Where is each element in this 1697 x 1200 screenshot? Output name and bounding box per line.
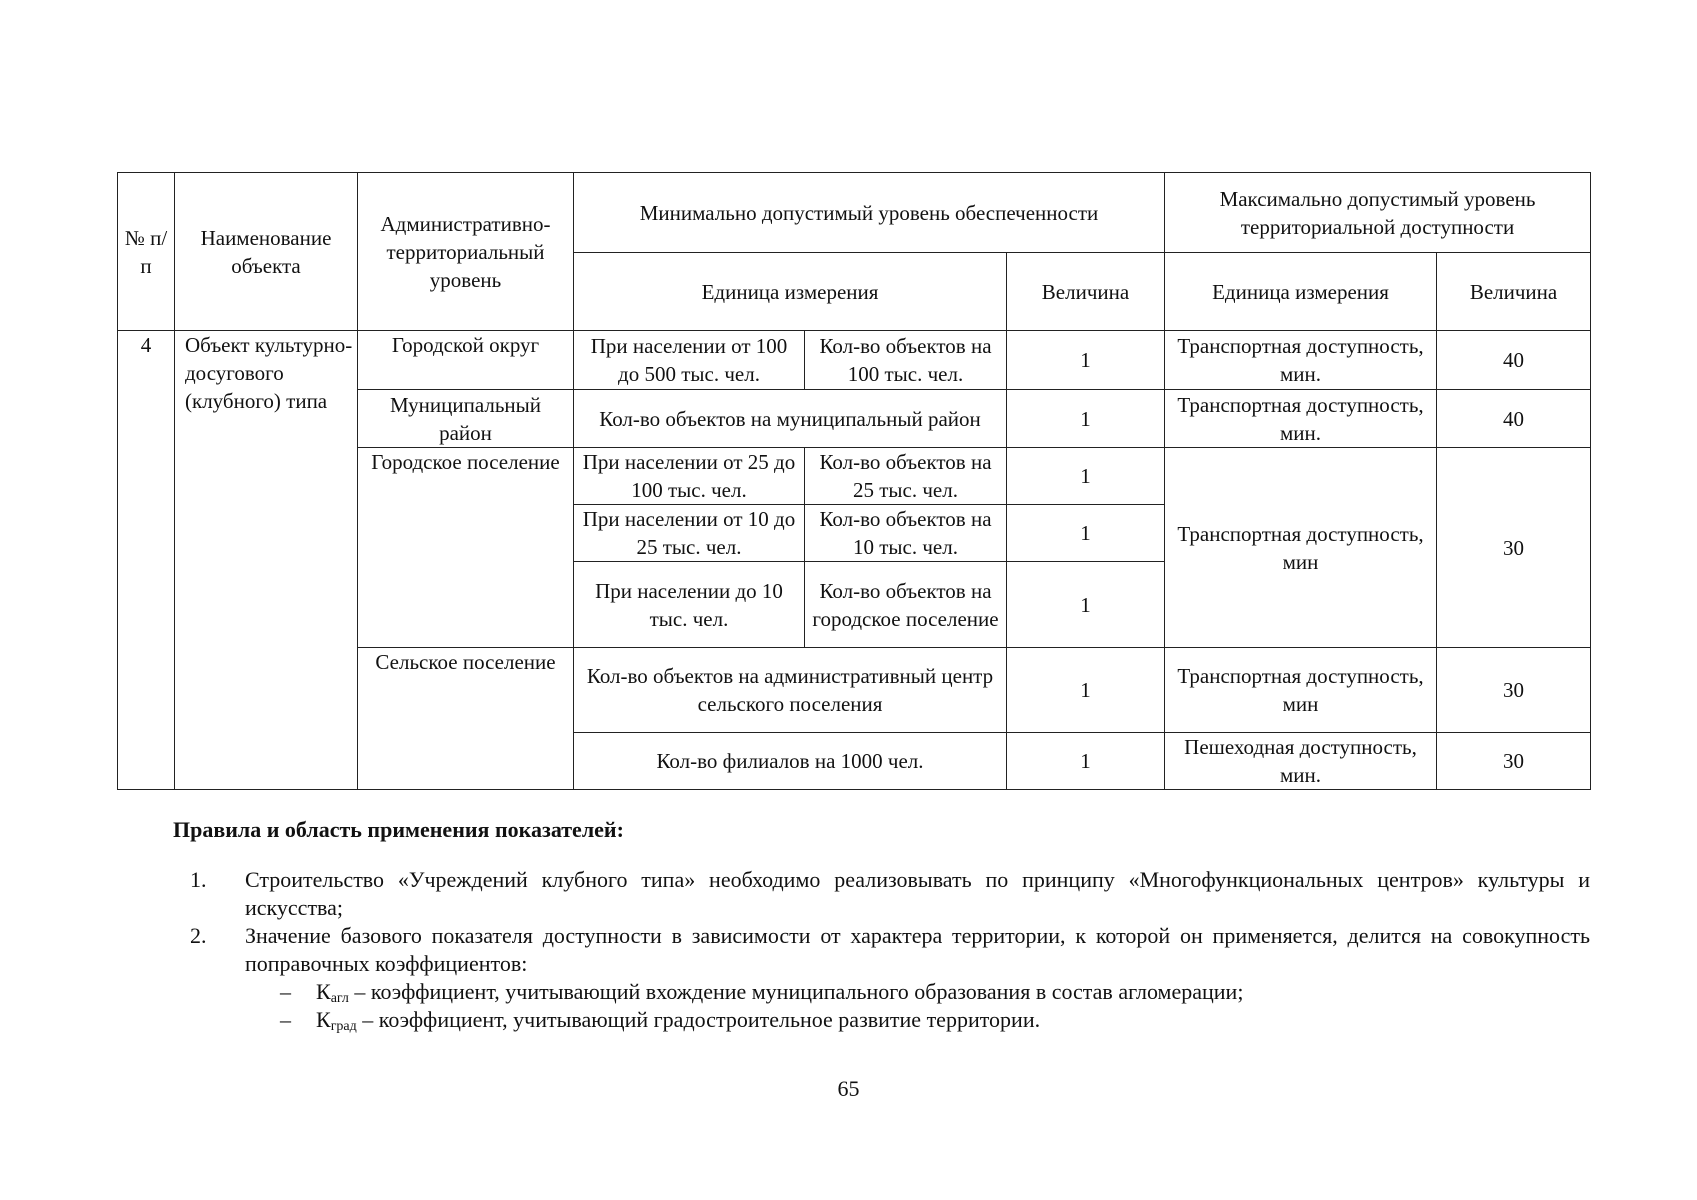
rule-number: 1.	[190, 867, 207, 892]
header-num: № п/п	[118, 173, 175, 331]
provision-unit: Кол-во объектов на муниципальный район	[574, 390, 1007, 448]
coefficient-text: – коэффициент, учитывающий градостроительное развитие территории.	[356, 1007, 1041, 1032]
rule-number: 2.	[190, 923, 207, 948]
accessibility-value: 40	[1437, 331, 1591, 390]
coefficient-symbol: К	[316, 979, 331, 1004]
header-object-name: Наименование объекта	[175, 173, 358, 331]
coefficient-item	[280, 1006, 1590, 1034]
accessibility-value: 30	[1437, 448, 1591, 648]
level-municipal-district: Муниципальный район	[358, 390, 574, 448]
provision-value: 1	[1007, 331, 1165, 390]
population-range: При населении до 10 тыс. чел.	[574, 562, 805, 648]
header-max-value: Величина	[1437, 253, 1591, 331]
coefficient-subscript: агл	[330, 991, 349, 1006]
provision-unit: Кол-во объектов на 10 тыс. чел.	[805, 505, 1007, 562]
accessibility-unit: Транспортная доступность, мин	[1165, 448, 1437, 648]
accessibility-unit: Транспортная доступность, мин.	[1165, 390, 1437, 448]
rule-text: Значение базового показателя доступности в зависимости от характера территории, к которой он применяется, делится на совокупность поправочных коэффициентов:	[245, 923, 1590, 976]
coefficient-symbol: К	[316, 1007, 331, 1032]
accessibility-unit: Транспортная доступность, мин.	[1165, 331, 1437, 390]
accessibility-unit: Транспортная доступность, мин	[1165, 648, 1437, 733]
population-range: При населении от 25 до 100 тыс. чел.	[574, 448, 805, 505]
level-city-district: Городской округ	[358, 331, 574, 390]
provision-value: 1	[1007, 448, 1165, 505]
object-number: 4	[118, 331, 175, 790]
coefficient-text: – коэффициент, учитывающий вхождение муниципального образования в состав агломерации;	[348, 979, 1244, 1004]
level-rural-settlement: Сельское поселение	[358, 648, 574, 790]
header-min-provision: Минимально допустимый уровень обеспеченности	[574, 173, 1165, 253]
coefficient-item	[280, 978, 1590, 1006]
accessibility-value: 40	[1437, 390, 1591, 448]
header-max-accessibility: Максимально допустимый уровень территориальной доступности	[1165, 173, 1591, 253]
provision-unit: Кол-во объектов на 25 тыс. чел.	[805, 448, 1007, 505]
provision-unit: Кол-во объектов на административный центр сельского поселения	[574, 648, 1007, 733]
provision-unit: Кол-во объектов на 100 тыс. чел.	[805, 331, 1007, 390]
object-name: Объект культурно-досугового (клубного) типа	[175, 331, 358, 790]
provision-unit: Кол-во филиалов на 1000 чел.	[574, 733, 1007, 790]
rule-item	[180, 922, 1590, 978]
provision-unit: Кол-во объектов на городское поселение	[805, 562, 1007, 648]
page-number: 65	[837, 1076, 860, 1101]
rule-item	[180, 866, 1590, 922]
rules-heading: Правила и область применения показателей:	[173, 817, 624, 842]
population-range: При населении от 10 до 25 тыс. чел.	[574, 505, 805, 562]
rules-list	[180, 866, 1590, 1034]
accessibility-unit: Пешеходная доступность, мин.	[1165, 733, 1437, 790]
header-admin-level: Административно-территориальный уровень	[358, 173, 574, 331]
population-range: При населении от 100 до 500 тыс. чел.	[574, 331, 805, 390]
level-urban-settlement: Городское поселение	[358, 448, 574, 648]
provision-value: 1	[1007, 562, 1165, 648]
coefficient-list	[180, 978, 1590, 1034]
header-min-unit: Единица измерения	[574, 253, 1007, 331]
dash-bullet: –	[280, 979, 291, 1004]
header-max-unit: Единица измерения	[1165, 253, 1437, 331]
provision-value: 1	[1007, 733, 1165, 790]
norms-table	[117, 172, 1591, 790]
provision-value: 1	[1007, 505, 1165, 562]
provision-value: 1	[1007, 648, 1165, 733]
coefficient-list-wrapper	[180, 978, 1590, 1034]
accessibility-value: 30	[1437, 733, 1591, 790]
dash-bullet: –	[280, 1007, 291, 1032]
rule-text: Строительство «Учреждений клубного типа» необходимо реализовывать по принципу «Многофункциональных центров» культуры и искусства;	[245, 867, 1590, 920]
accessibility-value: 30	[1437, 648, 1591, 733]
header-min-value: Величина	[1007, 253, 1165, 331]
provision-value: 1	[1007, 390, 1165, 448]
coefficient-subscript: град	[330, 1019, 357, 1034]
